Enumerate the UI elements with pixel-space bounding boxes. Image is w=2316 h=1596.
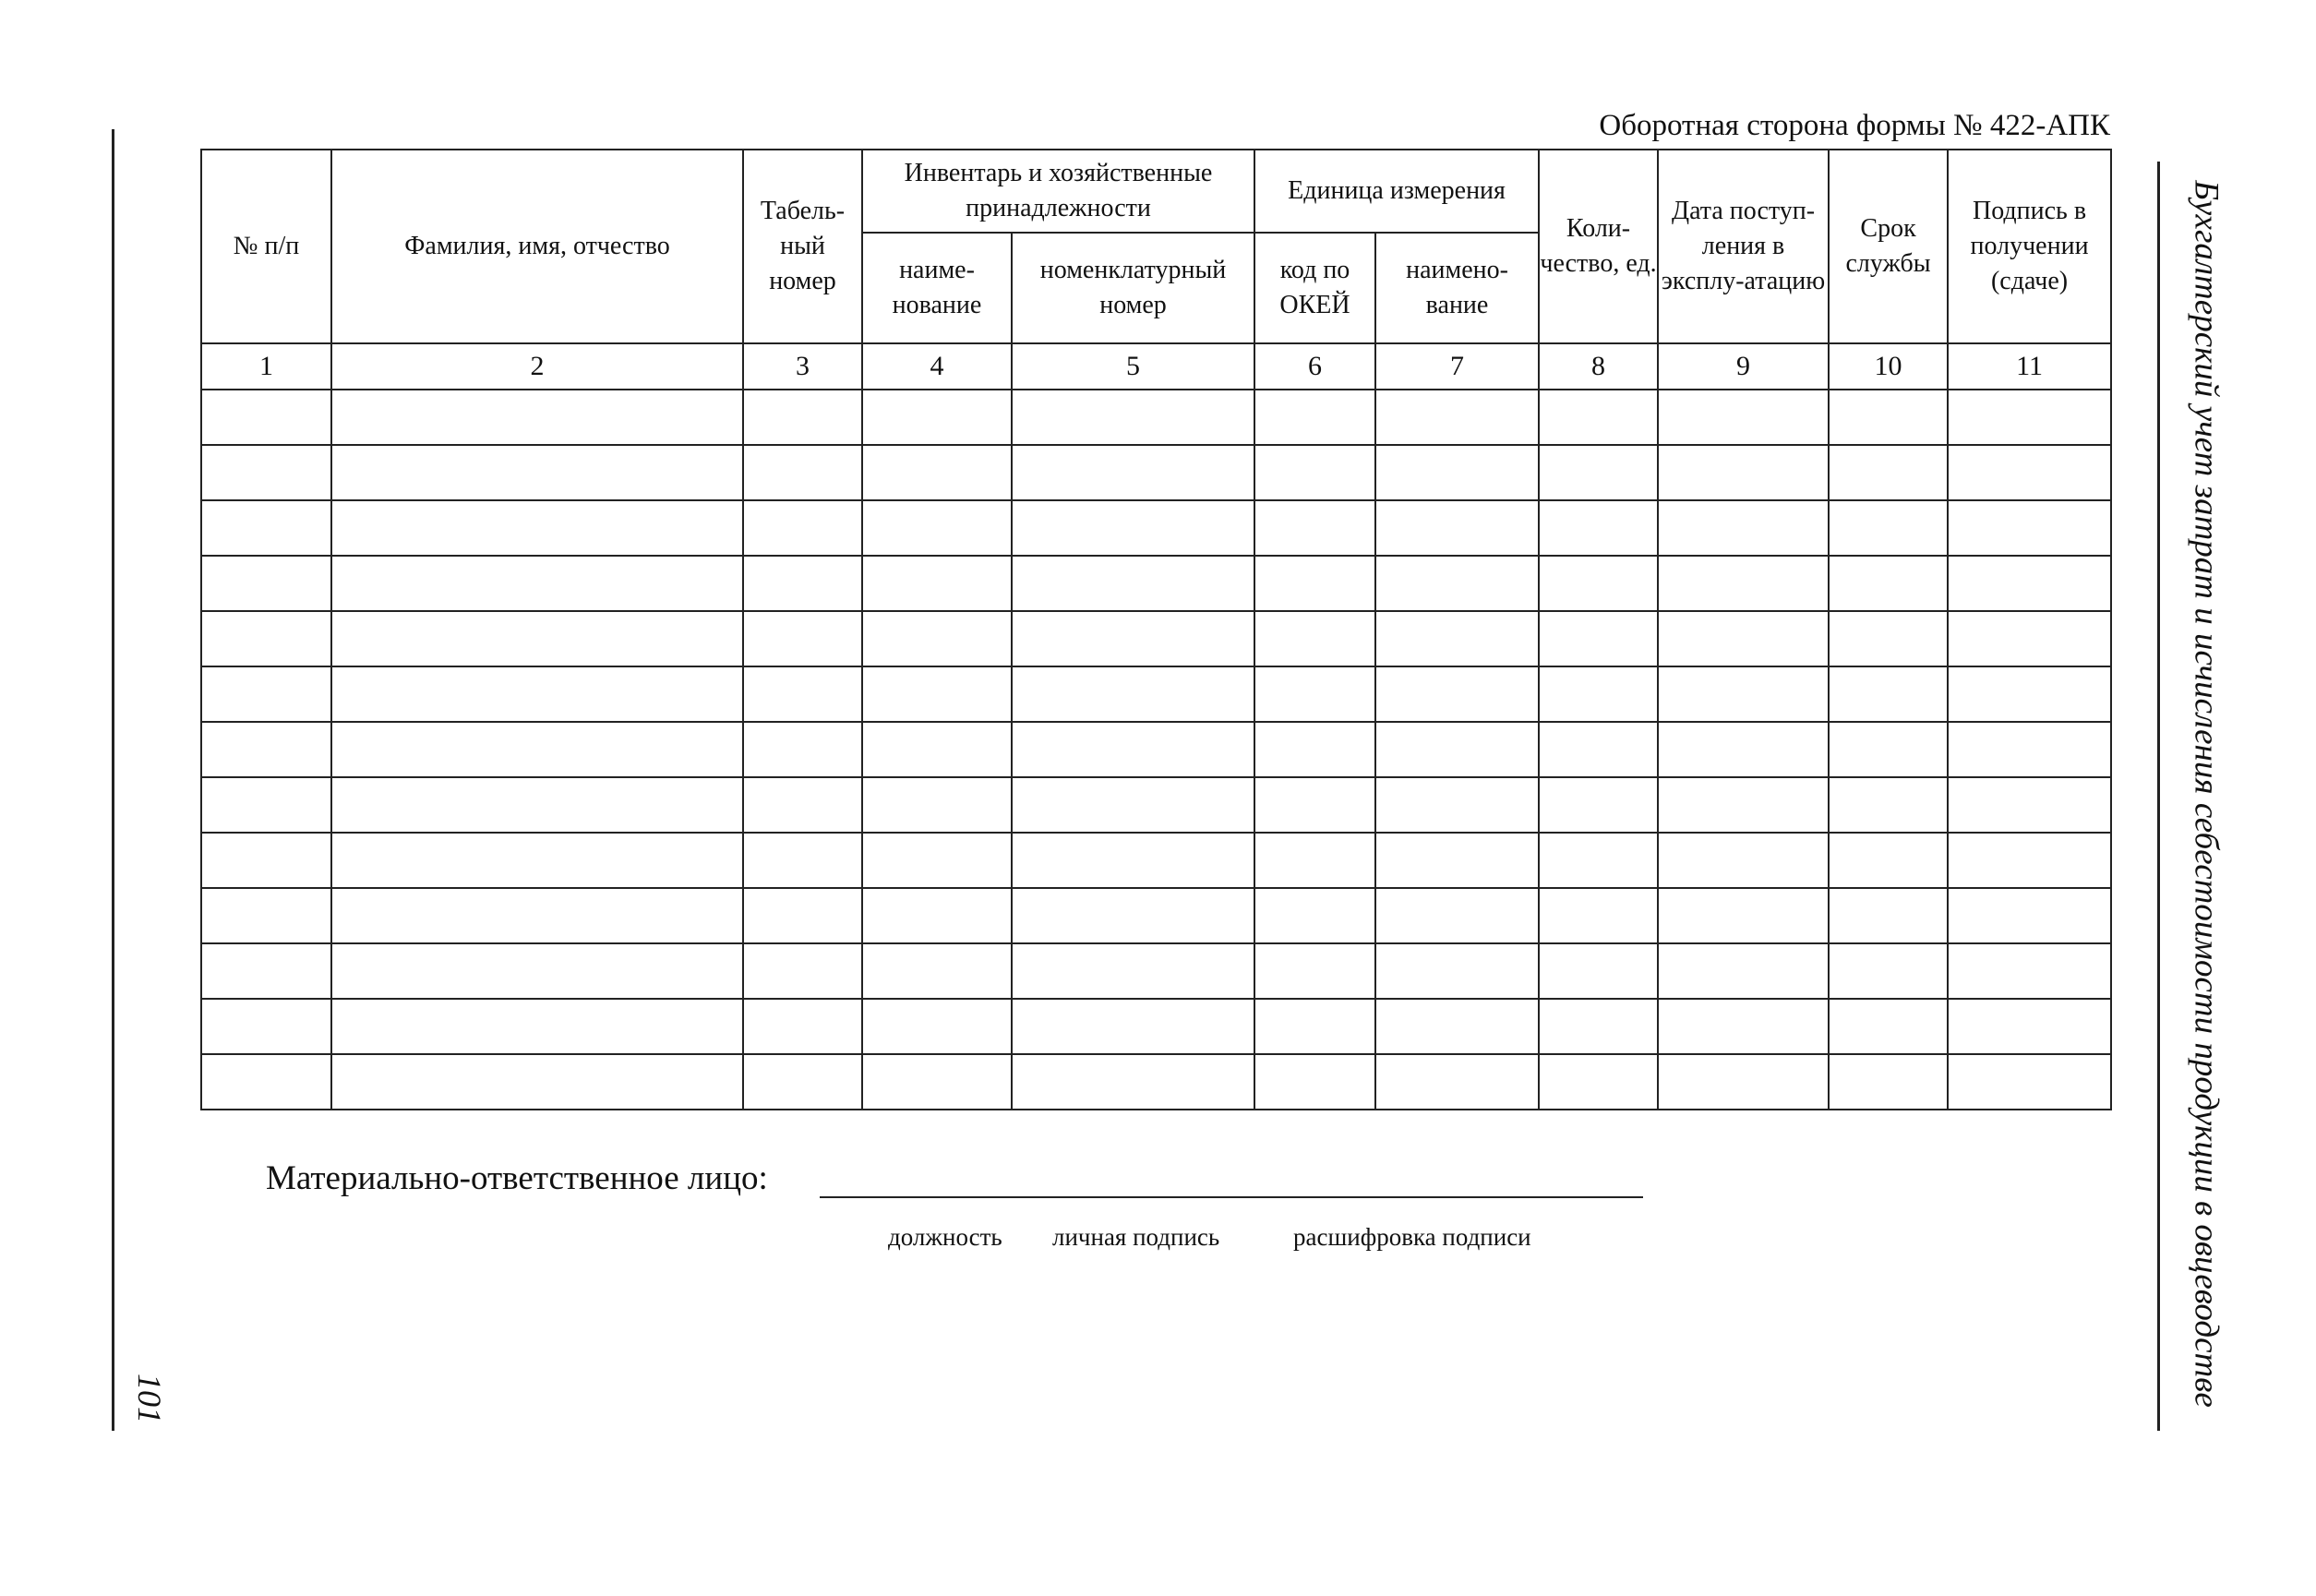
table-cell[interactable] — [1948, 666, 2111, 722]
table-cell[interactable] — [862, 999, 1012, 1054]
table-cell[interactable] — [862, 943, 1012, 999]
table-row — [201, 943, 2111, 999]
table-cell[interactable] — [1829, 722, 1948, 777]
table-cell[interactable] — [1254, 390, 1375, 445]
table-cell[interactable] — [1012, 445, 1254, 500]
table-cell[interactable] — [862, 888, 1012, 943]
header-full-name: Фамилия, имя, отчество — [331, 150, 743, 343]
table-cell[interactable] — [1658, 943, 1829, 999]
table-cell[interactable] — [1658, 390, 1829, 445]
table-cell[interactable] — [1012, 1054, 1254, 1110]
table-row — [201, 390, 2111, 445]
table-cell[interactable] — [743, 390, 862, 445]
table-cell[interactable] — [201, 943, 331, 999]
table-cell[interactable] — [1254, 445, 1375, 500]
table-cell[interactable] — [331, 999, 743, 1054]
table-cell[interactable] — [1012, 500, 1254, 556]
table-cell[interactable] — [1948, 943, 2111, 999]
table-cell[interactable] — [331, 556, 743, 611]
table-cell[interactable] — [201, 1054, 331, 1110]
table-cell[interactable] — [1658, 666, 1829, 722]
table-cell[interactable] — [1948, 500, 2111, 556]
table-cell[interactable] — [1254, 888, 1375, 943]
header-unit-group: Единица измерения — [1254, 150, 1539, 233]
table-cell[interactable] — [1375, 888, 1539, 943]
table-cell[interactable] — [1012, 833, 1254, 888]
table-cell[interactable] — [1539, 777, 1658, 833]
table-cell[interactable] — [331, 833, 743, 888]
table-cell[interactable] — [1254, 833, 1375, 888]
table-cell[interactable] — [743, 445, 862, 500]
table-cell[interactable] — [1012, 999, 1254, 1054]
table-cell[interactable] — [201, 833, 331, 888]
table-cell[interactable] — [1254, 500, 1375, 556]
table-cell[interactable] — [1658, 611, 1829, 666]
table-cell[interactable] — [331, 943, 743, 999]
header-quantity: Коли-чество, ед. — [1539, 150, 1658, 343]
table-cell[interactable] — [1829, 390, 1948, 445]
signature-line[interactable] — [820, 1196, 1643, 1198]
header-date-in-use: Дата поступ-ления в эксплу-атацию — [1658, 150, 1829, 343]
table-cell[interactable] — [1539, 611, 1658, 666]
table-cell[interactable] — [1254, 556, 1375, 611]
right-margin-rule — [2157, 162, 2160, 1431]
table-cell[interactable] — [201, 888, 331, 943]
table-cell[interactable] — [862, 556, 1012, 611]
responsible-person-label: Материально-ответственное лицо: — [266, 1159, 768, 1197]
table-cell[interactable] — [1539, 888, 1658, 943]
table-cell[interactable] — [331, 1054, 743, 1110]
table-cell[interactable] — [201, 999, 331, 1054]
header-tab-number: Табель-ный номер — [743, 150, 862, 343]
table-cell[interactable] — [1539, 999, 1658, 1054]
table-cell[interactable] — [1829, 1054, 1948, 1110]
table-cell[interactable] — [1375, 611, 1539, 666]
column-number: 8 — [1539, 343, 1658, 390]
table-cell[interactable] — [1375, 777, 1539, 833]
table-cell[interactable] — [331, 445, 743, 500]
table-cell[interactable] — [331, 500, 743, 556]
column-number: 4 — [862, 343, 1012, 390]
table-cell[interactable] — [1539, 500, 1658, 556]
table-cell[interactable] — [331, 611, 743, 666]
header-signature: Подпись в получении (сдаче) — [1948, 150, 2111, 343]
table-cell[interactable] — [743, 833, 862, 888]
column-number: 3 — [743, 343, 862, 390]
table-cell[interactable] — [743, 722, 862, 777]
table-cell[interactable] — [331, 888, 743, 943]
table-cell[interactable] — [1012, 943, 1254, 999]
table-cell[interactable] — [1658, 556, 1829, 611]
table-cell[interactable] — [743, 666, 862, 722]
table-cell[interactable] — [1375, 833, 1539, 888]
column-number: 6 — [1254, 343, 1375, 390]
table-cell[interactable] — [201, 722, 331, 777]
table-cell[interactable] — [743, 943, 862, 999]
table-cell[interactable] — [1948, 556, 2111, 611]
table-cell[interactable] — [1254, 999, 1375, 1054]
table-cell[interactable] — [743, 611, 862, 666]
table-cell[interactable] — [862, 500, 1012, 556]
table-cell[interactable] — [1948, 888, 2111, 943]
table-cell[interactable] — [743, 556, 862, 611]
table-cell[interactable] — [1948, 999, 2111, 1054]
table-cell[interactable] — [862, 1054, 1012, 1110]
table-cell[interactable] — [1375, 390, 1539, 445]
page-number-text: 101 — [131, 1374, 168, 1423]
table-cell[interactable] — [1254, 666, 1375, 722]
header-unit-name: наимено-вание — [1375, 233, 1539, 343]
table-cell[interactable] — [201, 666, 331, 722]
table-cell[interactable] — [1375, 445, 1539, 500]
left-margin-rule — [112, 129, 114, 1431]
header-service-life: Срок службы — [1829, 150, 1948, 343]
table-cell[interactable] — [1658, 833, 1829, 888]
header-okei-code: код по ОКЕЙ — [1254, 233, 1375, 343]
table-cell[interactable] — [1829, 833, 1948, 888]
table-cell[interactable] — [1829, 445, 1948, 500]
table-cell[interactable] — [331, 390, 743, 445]
table-cell[interactable] — [1375, 999, 1539, 1054]
table-cell[interactable] — [201, 445, 331, 500]
table-cell[interactable] — [862, 833, 1012, 888]
column-number: 2 — [331, 343, 743, 390]
table-cell[interactable] — [1539, 1054, 1658, 1110]
table-cell[interactable] — [201, 556, 331, 611]
header-num: № п/п — [201, 150, 331, 343]
table-row — [201, 999, 2111, 1054]
column-number: 7 — [1375, 343, 1539, 390]
side-running-title — [2169, 166, 2243, 1422]
table-cell[interactable] — [862, 777, 1012, 833]
table-cell[interactable] — [1658, 777, 1829, 833]
table-cell[interactable] — [1948, 1054, 2111, 1110]
responsible-person-signature — [266, 1158, 1650, 1269]
table-cell[interactable] — [1658, 1054, 1829, 1110]
column-number: 11 — [1948, 343, 2111, 390]
table-cell[interactable] — [1254, 943, 1375, 999]
table-cell[interactable] — [1375, 943, 1539, 999]
table-cell[interactable] — [1539, 722, 1658, 777]
table-cell[interactable] — [1539, 445, 1658, 500]
table-cell[interactable] — [1375, 556, 1539, 611]
header-nomenclature-number: номенклатурный номер — [1012, 233, 1254, 343]
table-cell[interactable] — [201, 777, 331, 833]
table-cell[interactable] — [331, 666, 743, 722]
table-row — [201, 500, 2111, 556]
table-cell[interactable] — [1375, 666, 1539, 722]
column-number: 9 — [1658, 343, 1829, 390]
table-cell[interactable] — [1829, 943, 1948, 999]
table-cell[interactable] — [743, 999, 862, 1054]
table-cell[interactable] — [1948, 777, 2111, 833]
table-cell[interactable] — [1658, 722, 1829, 777]
table-cell[interactable] — [862, 722, 1012, 777]
table-cell[interactable] — [862, 390, 1012, 445]
table-row — [201, 556, 2111, 611]
table-cell[interactable] — [1012, 888, 1254, 943]
table-cell[interactable] — [1829, 556, 1948, 611]
table-cell[interactable] — [1539, 666, 1658, 722]
table-cell[interactable] — [331, 777, 743, 833]
table-cell[interactable] — [201, 390, 331, 445]
table-cell[interactable] — [1829, 777, 1948, 833]
table-row — [201, 777, 2111, 833]
column-number: 1 — [201, 343, 331, 390]
table-cell[interactable] — [201, 500, 331, 556]
header-inventory-group: Инвентарь и хозяйственные принадлежности — [862, 150, 1254, 233]
table-cell[interactable] — [1254, 722, 1375, 777]
table-cell[interactable] — [1948, 445, 2111, 500]
caption-signature-decoding: расшифровка подписи — [1293, 1223, 1531, 1251]
table-cell[interactable] — [1658, 445, 1829, 500]
page-number — [131, 1348, 168, 1449]
table-cell[interactable] — [1254, 777, 1375, 833]
table-row — [201, 888, 2111, 943]
table-cell[interactable] — [1658, 888, 1829, 943]
table-cell[interactable] — [1012, 777, 1254, 833]
table-cell[interactable] — [1012, 556, 1254, 611]
table-cell[interactable] — [331, 722, 743, 777]
column-number-row — [201, 343, 2111, 390]
ledger-body — [201, 343, 2111, 1110]
table-cell[interactable] — [1539, 943, 1658, 999]
table-cell[interactable] — [862, 666, 1012, 722]
table-cell[interactable] — [1375, 722, 1539, 777]
table-row — [201, 1054, 2111, 1110]
caption-personal-signature: личная подпись — [1052, 1223, 1220, 1251]
table-cell[interactable] — [743, 777, 862, 833]
table-cell[interactable] — [1948, 390, 2111, 445]
column-number: 10 — [1829, 343, 1948, 390]
table-cell[interactable] — [862, 611, 1012, 666]
table-cell[interactable] — [1012, 722, 1254, 777]
table-cell[interactable] — [1829, 888, 1948, 943]
table-row — [201, 833, 2111, 888]
table-cell[interactable] — [1012, 666, 1254, 722]
table-cell[interactable] — [743, 500, 862, 556]
table-cell[interactable] — [1658, 500, 1829, 556]
table-cell[interactable] — [1829, 611, 1948, 666]
table-cell[interactable] — [743, 888, 862, 943]
table-cell[interactable] — [1829, 500, 1948, 556]
table-cell[interactable] — [1948, 833, 2111, 888]
table-cell[interactable] — [1254, 611, 1375, 666]
form-title: Оборотная сторона формы № 422-АПК — [1599, 109, 2110, 142]
table-row — [201, 666, 2111, 722]
table-cell[interactable] — [1375, 1054, 1539, 1110]
table-cell[interactable] — [1948, 611, 2111, 666]
table-cell[interactable] — [1539, 556, 1658, 611]
table-cell[interactable] — [1012, 611, 1254, 666]
inventory-ledger-table — [200, 149, 2112, 1110]
table-cell[interactable] — [1539, 390, 1658, 445]
side-running-title-text: Бухгалтерский учет затрат и исчисления себестоимости продукции в овцеводстве — [2187, 180, 2226, 1408]
table-cell[interactable] — [1658, 999, 1829, 1054]
table-row — [201, 722, 2111, 777]
table-cell[interactable] — [1829, 999, 1948, 1054]
table-cell[interactable] — [1375, 500, 1539, 556]
column-number: 5 — [1012, 343, 1254, 390]
table-cell[interactable] — [862, 445, 1012, 500]
table-cell[interactable] — [743, 1054, 862, 1110]
table-row — [201, 445, 2111, 500]
table-cell[interactable] — [1829, 666, 1948, 722]
table-cell[interactable] — [1539, 833, 1658, 888]
table-row — [201, 611, 2111, 666]
caption-position: должность — [888, 1223, 1002, 1251]
table-cell[interactable] — [201, 611, 331, 666]
table-cell[interactable] — [1012, 390, 1254, 445]
header-inventory-name: наиме-нование — [862, 233, 1012, 343]
table-cell[interactable] — [1948, 722, 2111, 777]
table-cell[interactable] — [1254, 1054, 1375, 1110]
